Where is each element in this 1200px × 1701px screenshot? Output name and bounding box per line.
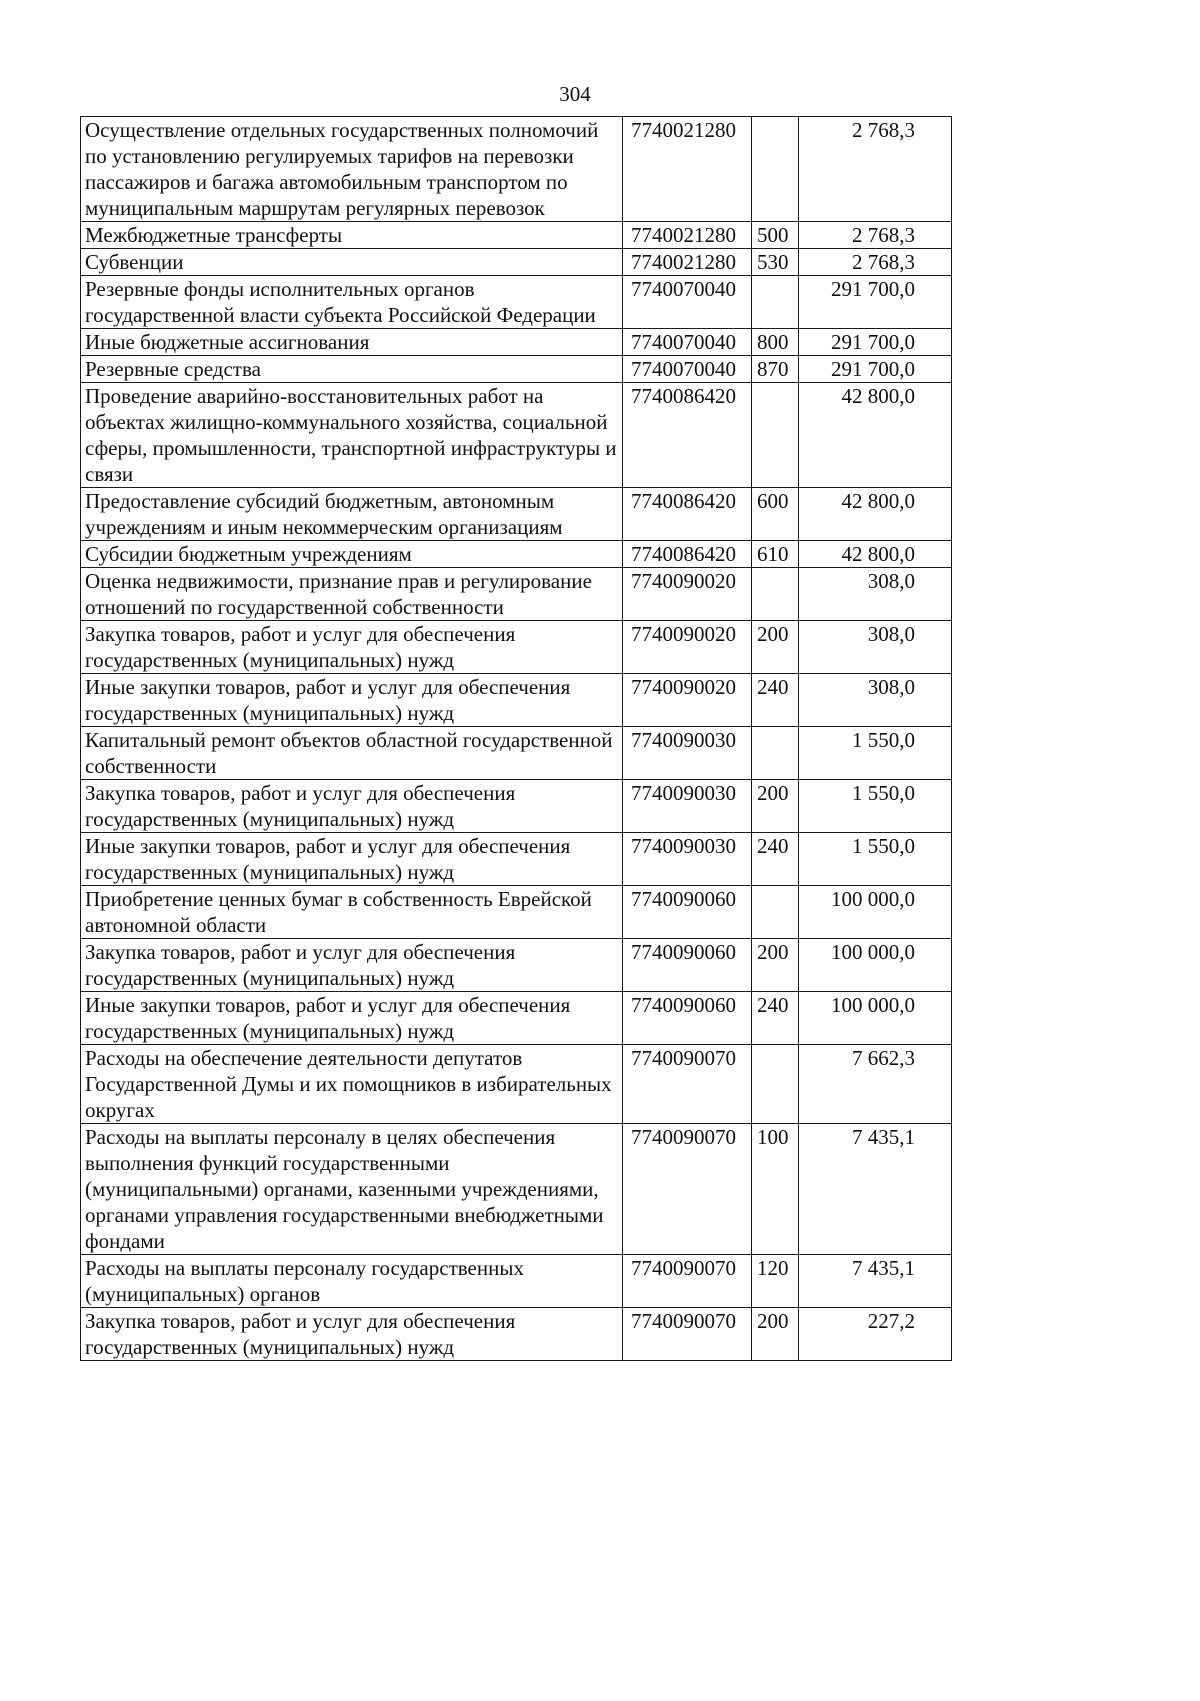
- row-amount-cell: 100 000,0: [799, 992, 952, 1045]
- row-amount-cell: 291 700,0: [799, 356, 952, 383]
- row-code-cell: 7740086420: [623, 383, 752, 488]
- table-row: [81, 568, 952, 621]
- row-name-cell: Приобретение ценных бумаг в собственность Еврейской автономной области: [81, 886, 623, 939]
- row-type-cell: [752, 886, 799, 939]
- row-code-cell: 7740090070: [623, 1255, 752, 1308]
- row-amount-cell: 308,0: [799, 621, 952, 674]
- table-row: [81, 249, 952, 276]
- table-row: [81, 1255, 952, 1308]
- table-row: [81, 222, 952, 249]
- row-code-cell: 7740090060: [623, 939, 752, 992]
- row-amount-cell: 291 700,0: [799, 329, 952, 356]
- table-row: [81, 780, 952, 833]
- row-amount-cell: 100 000,0: [799, 939, 952, 992]
- row-code-cell: 7740090060: [623, 992, 752, 1045]
- row-type-cell: 240: [752, 992, 799, 1045]
- row-amount-cell: 42 800,0: [799, 541, 952, 568]
- budget-table: [80, 116, 952, 1361]
- row-type-cell: 610: [752, 541, 799, 568]
- table-row: [81, 1124, 952, 1255]
- row-type-cell: [752, 383, 799, 488]
- row-type-cell: 200: [752, 1308, 799, 1361]
- row-code-cell: 7740070040: [623, 329, 752, 356]
- row-code-cell: 7740090020: [623, 621, 752, 674]
- table-row: [81, 621, 952, 674]
- row-type-cell: 200: [752, 780, 799, 833]
- row-code-cell: 7740090070: [623, 1045, 752, 1124]
- row-amount-cell: 2 768,3: [799, 117, 952, 222]
- table-row: [81, 329, 952, 356]
- table-row: [81, 886, 952, 939]
- table-row: [81, 383, 952, 488]
- table-row: [81, 1308, 952, 1361]
- row-amount-cell: 2 768,3: [799, 249, 952, 276]
- row-amount-cell: 7 435,1: [799, 1255, 952, 1308]
- row-amount-cell: 7 435,1: [799, 1124, 952, 1255]
- row-type-cell: 120: [752, 1255, 799, 1308]
- row-amount-cell: 227,2: [799, 1308, 952, 1361]
- row-name-cell: Субвенции: [81, 249, 623, 276]
- row-amount-cell: 308,0: [799, 568, 952, 621]
- row-name-cell: Межбюджетные трансферты: [81, 222, 623, 249]
- table-row: [81, 117, 952, 222]
- row-amount-cell: 7 662,3: [799, 1045, 952, 1124]
- table-row: [81, 674, 952, 727]
- row-name-cell: Проведение аварийно-восстановительных работ на объектах жилищно-коммунального хозяйства, социальной сферы, промышленности, транспортной инфраструктуры и связи: [81, 383, 623, 488]
- row-name-cell: Субсидии бюджетным учреждениям: [81, 541, 623, 568]
- row-type-cell: 530: [752, 249, 799, 276]
- row-name-cell: Иные закупки товаров, работ и услуг для обеспечения государственных (муниципальных) нужд: [81, 674, 623, 727]
- row-name-cell: Расходы на выплаты персоналу в целях обеспечения выполнения функций государственными (муниципальными) органами, казенными учреждениями, органами управления государственными внебюджетными фондами: [81, 1124, 623, 1255]
- row-type-cell: 600: [752, 488, 799, 541]
- row-type-cell: [752, 276, 799, 329]
- row-name-cell: Резервные средства: [81, 356, 623, 383]
- table-row: [81, 992, 952, 1045]
- row-code-cell: 7740021280: [623, 222, 752, 249]
- row-amount-cell: 42 800,0: [799, 383, 952, 488]
- row-code-cell: 7740090070: [623, 1124, 752, 1255]
- row-amount-cell: 291 700,0: [799, 276, 952, 329]
- row-type-cell: [752, 568, 799, 621]
- row-name-cell: Расходы на выплаты персоналу государственных (муниципальных) органов: [81, 1255, 623, 1308]
- row-amount-cell: 308,0: [799, 674, 952, 727]
- table-row: [81, 488, 952, 541]
- row-name-cell: Оценка недвижимости, признание прав и регулирование отношений по государственной собственности: [81, 568, 623, 621]
- row-code-cell: 7740086420: [623, 488, 752, 541]
- row-code-cell: 7740090070: [623, 1308, 752, 1361]
- table-row: [81, 833, 952, 886]
- row-amount-cell: 1 550,0: [799, 833, 952, 886]
- row-type-cell: 240: [752, 674, 799, 727]
- table-row: [81, 356, 952, 383]
- row-code-cell: 7740090030: [623, 780, 752, 833]
- row-name-cell: Закупка товаров, работ и услуг для обеспечения государственных (муниципальных) нужд: [81, 780, 623, 833]
- table-row: [81, 727, 952, 780]
- row-code-cell: 7740090020: [623, 568, 752, 621]
- row-name-cell: Закупка товаров, работ и услуг для обеспечения государственных (муниципальных) нужд: [81, 1308, 623, 1361]
- table-row: [81, 276, 952, 329]
- row-type-cell: 500: [752, 222, 799, 249]
- row-type-cell: 240: [752, 833, 799, 886]
- row-amount-cell: 100 000,0: [799, 886, 952, 939]
- row-amount-cell: 2 768,3: [799, 222, 952, 249]
- row-code-cell: 7740090020: [623, 674, 752, 727]
- row-name-cell: Иные закупки товаров, работ и услуг для обеспечения государственных (муниципальных) нужд: [81, 833, 623, 886]
- table-row: [81, 541, 952, 568]
- row-type-cell: [752, 727, 799, 780]
- row-name-cell: Резервные фонды исполнительных органов государственной власти субъекта Российской Федерации: [81, 276, 623, 329]
- row-amount-cell: 1 550,0: [799, 780, 952, 833]
- table-row: [81, 1045, 952, 1124]
- row-name-cell: Капитальный ремонт объектов областной государственной собственности: [81, 727, 623, 780]
- page-number: 304: [559, 82, 591, 106]
- row-code-cell: 7740090030: [623, 833, 752, 886]
- row-name-cell: Предоставление субсидий бюджетным, автономным учреждениям и иным некоммерческим организациям: [81, 488, 623, 541]
- row-code-cell: 7740086420: [623, 541, 752, 568]
- row-amount-cell: 42 800,0: [799, 488, 952, 541]
- row-amount-cell: 1 550,0: [799, 727, 952, 780]
- row-name-cell: Закупка товаров, работ и услуг для обеспечения государственных (муниципальных) нужд: [81, 939, 623, 992]
- row-name-cell: Иные бюджетные ассигнования: [81, 329, 623, 356]
- row-name-cell: Расходы на обеспечение деятельности депутатов Государственной Думы и их помощников в избирательных округах: [81, 1045, 623, 1124]
- row-code-cell: 7740021280: [623, 249, 752, 276]
- row-code-cell: 7740090030: [623, 727, 752, 780]
- row-type-cell: [752, 117, 799, 222]
- row-type-cell: 200: [752, 939, 799, 992]
- row-name-cell: Закупка товаров, работ и услуг для обеспечения государственных (муниципальных) нужд: [81, 621, 623, 674]
- table-body: [81, 117, 952, 1361]
- row-name-cell: Осуществление отдельных государственных полномочий по установлению регулируемых тарифов на перевозки пассажиров и багажа автомобильным транспортом по муниципальным маршрутам регулярных перевозок: [81, 117, 623, 222]
- row-code-cell: 7740021280: [623, 117, 752, 222]
- row-type-cell: 100: [752, 1124, 799, 1255]
- row-type-cell: 800: [752, 329, 799, 356]
- row-type-cell: [752, 1045, 799, 1124]
- row-code-cell: 7740090060: [623, 886, 752, 939]
- row-type-cell: 870: [752, 356, 799, 383]
- row-type-cell: 200: [752, 621, 799, 674]
- table-row: [81, 939, 952, 992]
- row-name-cell: Иные закупки товаров, работ и услуг для обеспечения государственных (муниципальных) нужд: [81, 992, 623, 1045]
- row-code-cell: 7740070040: [623, 276, 752, 329]
- row-code-cell: 7740070040: [623, 356, 752, 383]
